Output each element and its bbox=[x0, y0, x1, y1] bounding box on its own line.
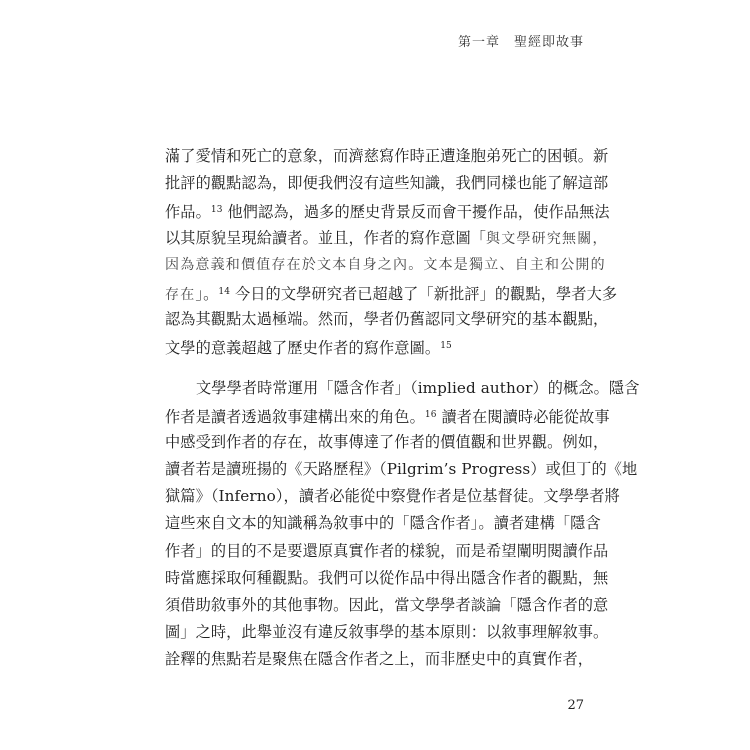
text-line: 讀者若是讀班揚的《天路歷程》（Pilgrim’s Progress）或但丁的《地 bbox=[165, 460, 638, 479]
paragraph-1 bbox=[165, 143, 618, 361]
text-line: 這些來自文本的知識稱為敘事中的「隱含作者」。讀者建構「隱含 bbox=[165, 514, 601, 533]
text-line: 詮釋的焦點若是聚焦在隱含作者之上，而非歷史中的真實作者， bbox=[165, 650, 594, 669]
text-line: 文學學者時常運用「隱含作者」（implied author）的概念。隱含 bbox=[196, 378, 640, 397]
text-run: 他們認為，過多的歷史背景反而會干擾作品，使作品無法 bbox=[222, 203, 610, 222]
text-run: 以其原貌呈現給讀者。並且，作者的寫作意圖「 bbox=[165, 228, 487, 247]
text-run: 文學的意義超越了歷史作者的寫作意圖。 bbox=[165, 339, 441, 358]
quoted-text: 與文學研究無關， bbox=[486, 230, 608, 247]
text-line: 滿了愛情和死亡的意象，而濟慈寫作時正遭逢胞弟死亡的困頓。新 bbox=[165, 147, 609, 165]
text-line: 時當應採取何種觀點。我們可以從作品中得出隱含作者的觀點，無 bbox=[165, 568, 609, 587]
text-run: 讀者在閱讀時必能從故事 bbox=[436, 407, 610, 426]
text-run: 作品。 bbox=[165, 203, 211, 222]
quoted-text: 存在 bbox=[165, 286, 196, 303]
text-run: 作者是讀者透過敘事建構出來的角色。 bbox=[165, 407, 425, 426]
text-run: 今日的文學研究者已超越了「新批評」的觀點，學者大多 bbox=[230, 284, 618, 303]
text-line: 中感受到作者的存在，故事傳達了作者的價值觀和世界觀。例如， bbox=[165, 432, 609, 451]
text-line bbox=[165, 225, 608, 252]
text-line: 須借助敘事外的其他事物。因此，當文學學者談論「隱含作者的意 bbox=[165, 596, 609, 614]
footnote-marker: 16 bbox=[424, 409, 437, 420]
text-line bbox=[165, 402, 610, 429]
text-run: 」。 bbox=[195, 284, 219, 303]
text-line bbox=[165, 333, 585, 360]
footnote-marker: 15 bbox=[440, 341, 452, 352]
footnote-marker: 14 bbox=[218, 286, 231, 297]
quoted-text-line: 因為意義和價值存在於文本自身之內。文本是獨立、自主和公開的 bbox=[165, 256, 606, 273]
page-number: 27 bbox=[567, 698, 584, 713]
text-line: 圖」之時，此舉並沒有違反敘事學的基本原則：以敘事理解敘事。 bbox=[165, 623, 609, 642]
paragraph-2 bbox=[165, 375, 640, 674]
text-line bbox=[165, 197, 610, 224]
text-line: 批評的觀點認為，即便我們沒有這些知識，我們同樣也能了解這部 bbox=[165, 174, 609, 193]
text-line bbox=[165, 279, 618, 306]
running-head: 第一章 聖經即故事 bbox=[457, 35, 584, 50]
text-line: 認為其觀點太過極端。然而，學者仍舊認同文學研究的基本觀點， bbox=[165, 310, 609, 329]
text-line: 作者」的目的不是要還原真實作者的樣貌，而是希望闡明閱讀作品 bbox=[165, 541, 609, 560]
body-text bbox=[165, 143, 640, 674]
footnote-marker: 13 bbox=[210, 205, 223, 216]
text-line: 獄篇》（Inferno），讀者必能從中察覺作者是位基督徒。文學學者將 bbox=[165, 487, 620, 506]
